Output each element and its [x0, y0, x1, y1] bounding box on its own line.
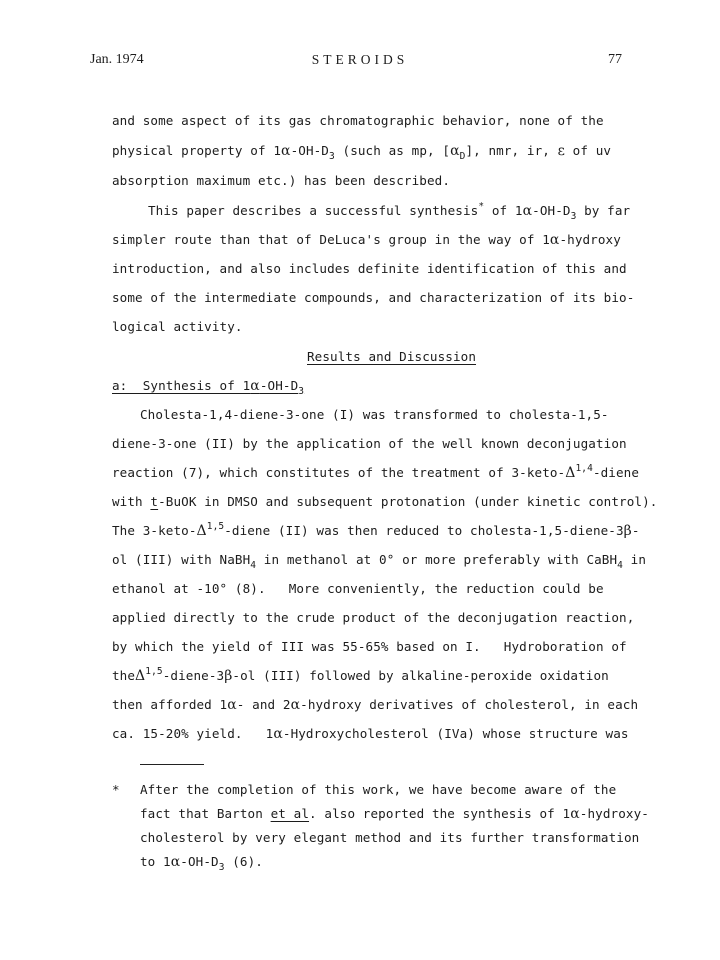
footnote-marker: *: [478, 201, 485, 212]
text-line: theΔ$^{1,5}$-diene-3β-ol (III) followed by alkaline-peroxide oxidation: [112, 666, 609, 684]
footnote-line: fact that Barton et al. also reported the synthesis of 1α-hydroxy-: [140, 806, 649, 822]
text-line: absorption maximum etc.) has been described.: [112, 173, 451, 188]
text-line: ol (III) with NaBH$_4$ in methanol at 0° or more preferably with CaBH$_4$ in: [112, 552, 647, 571]
text-line: simpler route than that of DeLuca's group in the way of 1α-hydroxy: [112, 232, 621, 248]
page-number: 77: [608, 52, 622, 67]
text-line: introduction, and also includes definite identification of this and: [112, 261, 627, 276]
text-line: some of the intermediate compounds, and characterization of its bio-: [112, 290, 635, 305]
running-header-journal: STEROIDS: [311, 52, 409, 67]
text-line: diene-3-one (II) by the application of the well known deconjugation: [112, 436, 627, 451]
section-heading: Results and Discussion: [307, 349, 477, 364]
text-line: logical activity.: [112, 319, 243, 334]
subsection-heading: a: Synthesis of $1\alpha-OH-D_3$: [112, 378, 305, 397]
text-line: physical property of $1\alpha-OH-D_3$ (such as mp, $[\alpha_D]$, nmr, ir, ε of uv: [112, 143, 612, 162]
text-line: ethanol at -10° (8). More conveniently, the reduction could be: [112, 581, 604, 596]
text-line: by which the yield of III was 55-65% based on I. Hydroboration of: [112, 639, 627, 654]
text-line: The $3-keto-\Delta^{1,5}$-diene (II) was then reduced to cholesta-1,5-diene-3β-: [112, 521, 640, 539]
text-line: reaction (7), which constitutes of the treatment of $3-keto-\Delta^{1,4}$-diene: [112, 463, 640, 481]
running-header-date: Jan. 1974: [90, 52, 144, 67]
text-line: This paper describes a successful synthesis* of $1\alpha-OH-D_3$ by far: [148, 201, 631, 222]
footnote-line: After the completion of this work, we have become aware of the: [140, 782, 617, 797]
text-line: Cholesta-1,4-diene-3-one (I) was transformed to cholesta-1,5-: [140, 407, 609, 422]
text-line: and some aspect of its gas chromatographic behavior, none of the: [112, 113, 604, 128]
text-line: then afforded 1α- and 2α-hydroxy derivatives of cholesterol, in each: [112, 697, 639, 713]
footnote-line: to $1\alpha-OH-D_3$ (6).: [140, 854, 263, 873]
text-line: applied directly to the crude product of the deconjugation reaction,: [112, 610, 635, 625]
footnote-divider: [140, 764, 204, 765]
text-line: with t-BuOK in DMSO and subsequent protonation (under kinetic control).: [112, 494, 658, 509]
text-line: ca. 15-20% yield. 1α-Hydroxycholesterol (IVa) whose structure was: [112, 726, 629, 742]
footnote-line: cholesterol by very elegant method and its further transformation: [140, 830, 640, 845]
footnote-marker: *: [112, 782, 120, 797]
